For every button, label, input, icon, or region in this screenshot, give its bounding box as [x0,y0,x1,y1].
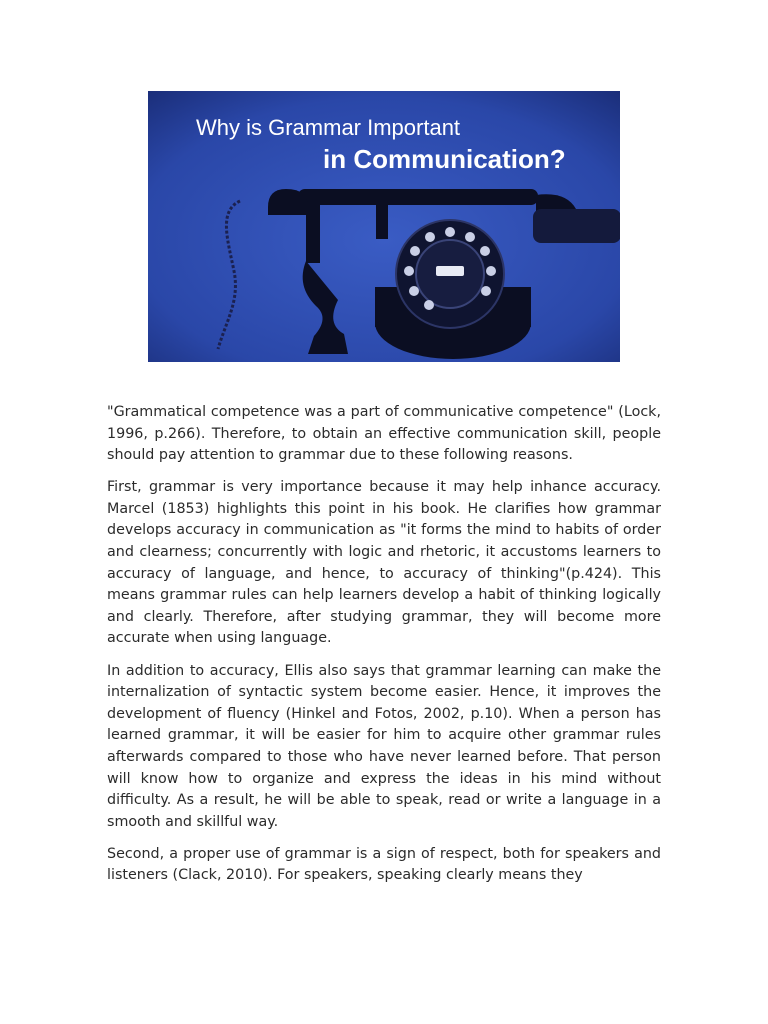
paragraph-2: First, grammar is very importance because it may help inhance accuracy. Marcel (1853) highlights this point in his book. He clarifies how grammar develops accuracy in communication as "it forms the mind to habits of order and clearness; concurrently with logic and rhetoric, it accustoms learners to accuracy of language, and hence, to accuracy of thinking"(p.424). This means grammar rules can help learners develop a habit of thinking logically and clearly. Therefore, after studying grammar, they will become more accurate when using language. [107,479,661,647]
hero-image [148,91,620,362]
hero-title-line2: in Communication? [323,144,566,174]
paragraph-3: In addition to accuracy, Ellis also says that grammar learning can make the internalization of syntactic system become easier. Hence, it improves the development of fluency (Hinkel and Fotos, 2002, p.10). When a person has learned grammar, it will be easier for him to acquire other grammar rules afterwards compared to those who have never learned before. That person will know how to organize and express the ideas in his mind without difficulty. As a result, he will be able to speak, read or write a language in a smooth and skillful way. [107,662,661,830]
paragraph-1: "Grammatical competence was a part of communicative competence" (Lock, 1996, p.266). Therefore, to obtain an effective communication skill, people should pay attention to grammar due to these following reasons. [107,404,661,464]
paragraph-4: Second, a proper use of grammar is a sign of respect, both for speakers and listeners (Clack, 2010). For speakers, speaking clearly means they [107,845,661,884]
hero-title-line1: Why is Grammar Important [196,115,461,140]
article-body [107,402,661,897]
